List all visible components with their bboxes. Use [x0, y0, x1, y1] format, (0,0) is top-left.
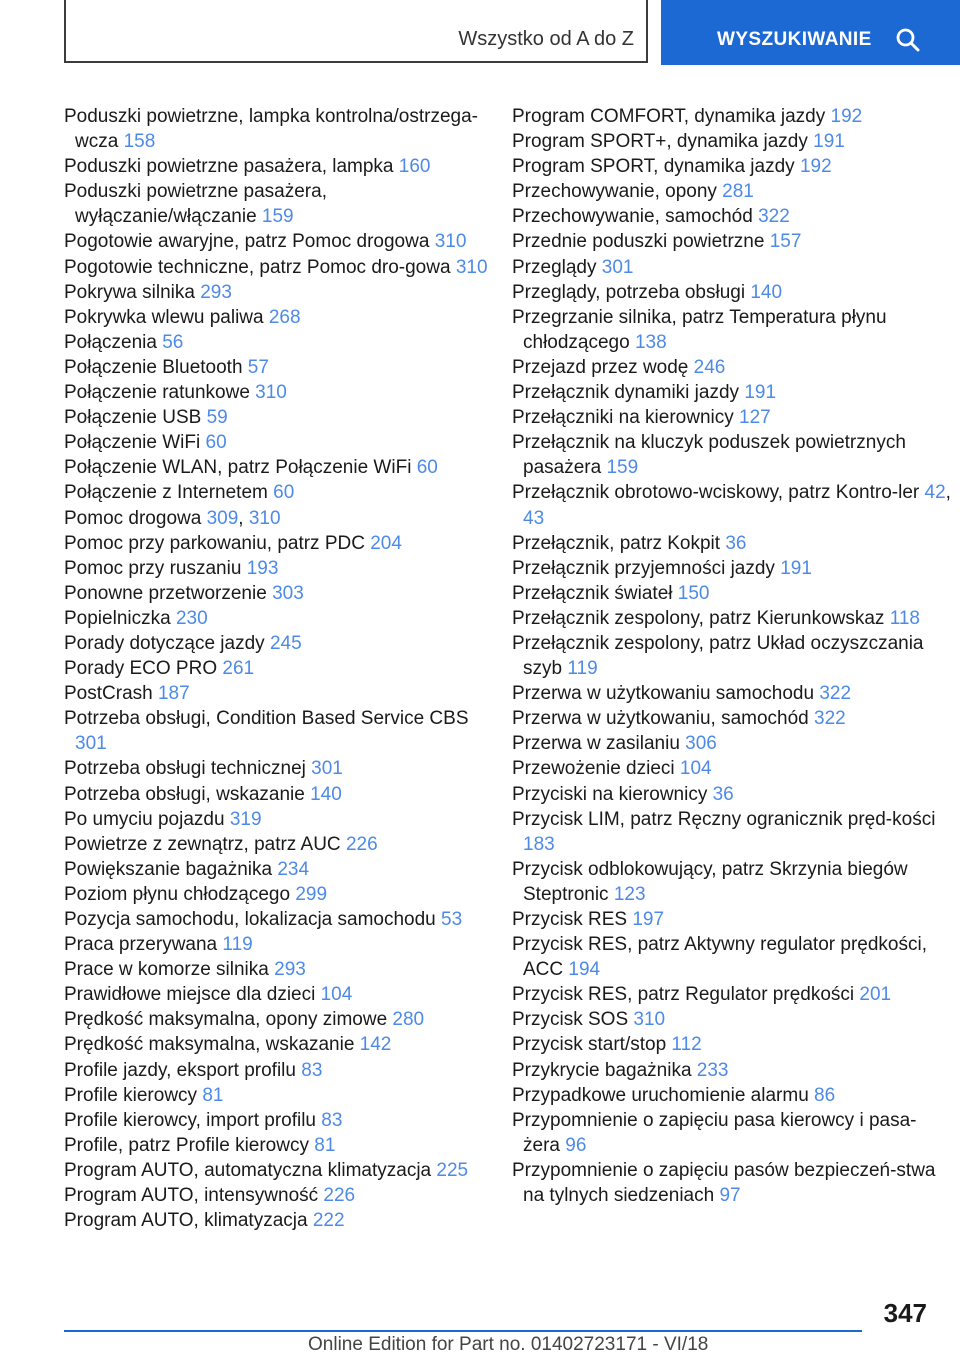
index-entry-term: Prędkość maksymalna, wskazanie [64, 1034, 360, 1056]
index-entry-term: Przełącznik zespolony, patrz Układ oczyszczania szyb [512, 632, 924, 680]
page-reference-link[interactable]: 183 [523, 833, 555, 855]
index-entry [64, 430, 504, 455]
index-entry-term: Przełącznik, patrz Kokpit [512, 532, 726, 554]
page-reference-link[interactable]: 96 [565, 1134, 587, 1156]
index-entry [512, 405, 952, 430]
page-reference-link[interactable]: 142 [359, 1034, 392, 1056]
index-entry [64, 681, 504, 706]
index-entry-term: Prędkość maksymalna, opony zimowe [64, 1009, 393, 1031]
page-reference-link[interactable]: 104 [679, 758, 712, 780]
page-reference-link[interactable]: 191 [780, 557, 812, 579]
index-entry-term: Przełącznik na kluczyk poduszek powietrznych pasażera [512, 432, 906, 479]
page-reference-link[interactable]: 36 [725, 532, 747, 554]
page-reference-link[interactable]: 310 [633, 1009, 666, 1031]
page-reference-link[interactable]: 97 [719, 1185, 741, 1207]
index-entry [64, 480, 504, 505]
index-entry [512, 581, 952, 606]
page-reference-link[interactable]: 123 [613, 883, 646, 905]
index-entry [64, 1208, 504, 1233]
page-reference-link[interactable]: 192 [799, 156, 832, 178]
tab-a-to-z[interactable] [64, 0, 648, 63]
index-entry-term: Przednie poduszki powietrzne [512, 231, 770, 253]
page-reference-link[interactable]: 118 [889, 607, 920, 629]
index-entry [64, 631, 504, 656]
index-entry-term: Przerwa w zasilaniu [512, 733, 686, 755]
page-reference-link[interactable]: 310 [455, 256, 488, 278]
index-entry-term: Praca przerywana [64, 934, 223, 956]
index-entry-term: Powiększanie bagażnika [64, 858, 278, 880]
page-reference-link[interactable]: 310 [255, 382, 287, 404]
index-entry [64, 1133, 504, 1158]
index-entry [64, 179, 504, 229]
index-entry [64, 1032, 504, 1057]
index-entry-term: Program AUTO, automatyczna klimatyzacja [64, 1159, 437, 1181]
index-entry-term: Porady ECO PRO [64, 658, 223, 680]
index-entry [64, 581, 504, 606]
page-reference-link[interactable]: 59 [206, 407, 228, 429]
index-entry-term: Połączenie z Internetem [64, 482, 274, 504]
index-entry [64, 255, 504, 280]
page-reference-link[interactable]: 322 [819, 683, 852, 705]
page-reference-link[interactable]: 119 [222, 934, 253, 956]
index-entry [64, 455, 504, 480]
index-entry [512, 807, 952, 857]
index-entry-term: Program SPORT+, dynamika jazdy [512, 131, 814, 153]
index-entry [64, 606, 504, 631]
index-entry-term: Przycisk SOS [512, 1009, 634, 1031]
page-reference-link[interactable]: 81 [314, 1134, 336, 1156]
page-reference-link[interactable]: 204 [370, 532, 402, 554]
index-entry-term: Profile kierowcy, import profilu [64, 1109, 322, 1131]
search-tab-label: WYSZUKIWANIE [717, 29, 872, 50]
search-icon [895, 27, 921, 53]
index-entry [512, 1058, 952, 1083]
page-reference-link[interactable]: 230 [175, 607, 208, 629]
index-entry [512, 706, 952, 731]
index-column-right [512, 104, 952, 1208]
page-reference-link[interactable]: 160 [398, 156, 431, 178]
index-entry [512, 255, 952, 280]
page-reference-link[interactable]: 281 [722, 181, 754, 203]
index-entry-term: Program SPORT, dynamika jazdy [512, 156, 800, 178]
index-entry-term: Przerwa w użytkowaniu samochodu [512, 683, 820, 705]
index-entry-term: Pogotowie techniczne, patrz Pomoc dro-gowa [64, 256, 456, 278]
page-reference-link[interactable]: 222 [312, 1210, 345, 1232]
index-entry-term: Porady dotyczące jazdy [64, 632, 270, 654]
index-entry-term: Przypomnienie o zapięciu pasów bezpieczeń-stwa na tylnych siedzeniach [512, 1159, 936, 1207]
page-reference-link[interactable]: 83 [301, 1059, 323, 1081]
page-reference-link[interactable]: 42 [924, 482, 946, 504]
index-entry-term: Przełącznik obrotowo-wciskowy, patrz Kontro-ler [512, 482, 925, 504]
index-entry [64, 782, 504, 807]
index-entry-term: Program COMFORT, dynamika jazdy [512, 106, 831, 127]
page-reference-link[interactable]: 127 [739, 407, 771, 429]
index-entry [64, 832, 504, 857]
page-reference-link[interactable]: 57 [247, 356, 269, 378]
index-entry-term: Przycisk odblokowujący, patrz Skrzynia biegów Steptronic [512, 858, 908, 905]
index-entry-term: Przełącznik zespolony, patrz Kierunkowskaz [512, 607, 890, 629]
page-reference-link[interactable]: 53 [441, 909, 463, 930]
page-reference-link[interactable]: 192 [830, 106, 863, 127]
index-entry [512, 104, 952, 129]
page-reference-link[interactable]: 234 [277, 858, 310, 880]
index-entry [64, 405, 504, 430]
search-tab[interactable] [661, 0, 960, 65]
index-entry [64, 1007, 504, 1032]
index-entry [64, 656, 504, 681]
index-entry [512, 531, 952, 556]
index-entry [512, 857, 952, 907]
index-entry [64, 380, 504, 405]
index-entry-term: Po umyciu pojazdu [64, 808, 230, 830]
page-reference-link[interactable]: 60 [416, 457, 438, 479]
page-reference-link[interactable]: 303 [272, 582, 304, 604]
index-entry-term: Prawidłowe miejsce dla dzieci [64, 984, 321, 1006]
index-entry [512, 556, 952, 581]
index-entry [64, 305, 504, 330]
index-entry [512, 782, 952, 807]
top-navigation [0, 0, 960, 68]
index-entry [64, 1058, 504, 1083]
index-entry-term: Przejazd przez wodę [512, 356, 694, 378]
page-reference-link[interactable]: 201 [859, 984, 892, 1006]
page-reference-link[interactable]: 306 [685, 733, 717, 755]
index-entry [64, 280, 504, 305]
index-entry [64, 957, 504, 982]
index-entry-term: Przeglądy, potrzeba obsługi [512, 281, 751, 303]
index-entry-term: Przycisk RES [512, 909, 633, 930]
index-entry-term: Połączenie Bluetooth [64, 356, 248, 378]
tab-a-to-z-label: Wszystko od A do Z [458, 28, 634, 50]
index-entry-term: Potrzeba obsługi, Condition Based Service CBS [64, 708, 469, 730]
page-reference-link[interactable]: 60 [273, 482, 295, 504]
index-entry-term: Połączenie WiFi [64, 432, 206, 454]
index-entry [64, 982, 504, 1007]
index-entry-term: Powietrze z zewnątrz, patrz AUC [64, 833, 346, 855]
page-reference-link[interactable]: 193 [246, 557, 279, 579]
index-entry [512, 280, 952, 305]
page-reference-link[interactable]: 140 [750, 281, 783, 303]
index-entry-term: Poduszki powietrzne, lampka kontrolna/ostrzega-wcza [64, 106, 478, 153]
index-entry-term: Przyciski na kierownicy [512, 783, 713, 805]
page-reference-link[interactable]: 83 [321, 1109, 343, 1131]
index-entry-term: Poduszki powietrzne pasażera, lampka [64, 156, 399, 178]
page-reference-link[interactable]: 280 [392, 1009, 425, 1031]
page-reference-link[interactable]: 112 [671, 1034, 702, 1056]
page-reference-link[interactable]: 43 [523, 507, 545, 529]
index-entry-term: Profile jazdy, eksport profilu [64, 1059, 302, 1081]
index-entry [64, 882, 504, 907]
index-entry [512, 731, 952, 756]
index-entry [64, 932, 504, 957]
index-entry [64, 355, 504, 380]
page-reference-link[interactable]: 159 [606, 457, 639, 479]
index-entry-term: Połączenie WLAN, patrz Połączenie WiFi [64, 457, 417, 479]
index-entry-term: Pomoc przy ruszaniu [64, 557, 247, 579]
page-reference-link[interactable]: 81 [202, 1084, 224, 1106]
edition-footer: Online Edition for Part no. 01402723171 - VI/18 [308, 1334, 709, 1355]
index-entry-term: Pomoc przy parkowaniu, patrz PDC [64, 532, 371, 554]
page-reference-link[interactable]: 310 [434, 231, 467, 253]
index-entry-term: Przełącznik przyjemności jazdy [512, 557, 781, 579]
index-entry [64, 104, 504, 154]
page-reference-link[interactable]: 233 [696, 1059, 729, 1081]
index-entry [64, 706, 504, 756]
page-reference-link[interactable]: 197 [632, 909, 665, 930]
page-reference-link[interactable]: 322 [814, 708, 846, 730]
page-reference-link[interactable]: 268 [268, 306, 301, 328]
page-reference-link[interactable]: 191 [813, 131, 845, 153]
index-entry [512, 154, 952, 179]
page-reference-link[interactable]: 56 [162, 331, 184, 353]
page-reference-link[interactable]: 310 [248, 507, 281, 529]
page-reference-link[interactable]: 319 [229, 808, 262, 830]
index-entry-term: Przełącznik dynamiki jazdy [512, 382, 745, 404]
index-entry [512, 430, 952, 480]
index-entry-term: Przycisk start/stop [512, 1034, 672, 1056]
index-entry [512, 179, 952, 204]
page-reference-link[interactable]: 191 [744, 382, 777, 404]
index-entry-term: Przycisk LIM, patrz Ręczny ogranicznik pręd-kości [512, 808, 936, 830]
index-entry [512, 1083, 952, 1108]
index-entry-term: Potrzeba obsługi, wskazanie [64, 783, 311, 805]
index-entry-term: Poziom płynu chłodzącego [64, 883, 296, 905]
index-entry [512, 982, 952, 1007]
page-reference-link[interactable]: 309 [206, 507, 239, 529]
index-entry-term: Przeglądy [512, 256, 602, 278]
page-reference-link[interactable]: 293 [274, 959, 306, 981]
index-entry [64, 1183, 504, 1208]
page-reference-link[interactable]: 245 [269, 632, 302, 654]
index-entry [512, 480, 952, 530]
page-reference-separator: , [238, 507, 249, 529]
index-entry-term: Przycisk RES, patrz Aktywny regulator prędkości, ACC [512, 934, 927, 981]
page-reference-link[interactable]: 36 [712, 783, 734, 805]
index-entry [512, 1158, 952, 1208]
index-entry [64, 807, 504, 832]
index-entry [64, 556, 504, 581]
page-number: 347 [883, 1298, 927, 1328]
index-entry-term: Przegrzanie silnika, patrz Temperatura płynu chłodzącego [512, 306, 887, 353]
index-entry [512, 380, 952, 405]
index-entry [512, 1108, 952, 1158]
index-entry [64, 756, 504, 781]
index-entry-term: Program AUTO, intensywność [64, 1185, 324, 1207]
page-reference-separator: , [945, 482, 951, 504]
index-entry-term: Przypadkowe uruchomienie alarmu [512, 1084, 815, 1106]
page-reference-link[interactable]: 226 [345, 833, 378, 855]
index-entry [64, 857, 504, 882]
index-entry-term: Przewożenie dzieci [512, 758, 680, 780]
index-entry-term: Przełącznik świateł [512, 582, 678, 604]
index-entry-term: Przypomnienie o zapięciu pasa kierowcy i pasa-żera [512, 1109, 917, 1156]
index-entry [64, 154, 504, 179]
index-entry-term: Pogotowie awaryjne, patrz Pomoc drogowa [64, 231, 435, 253]
index-entry [512, 305, 952, 355]
page-reference-link[interactable]: 293 [200, 281, 232, 303]
page-reference-link[interactable]: 140 [310, 783, 342, 805]
index-entry [512, 681, 952, 706]
index-entry-term: Prace w komorze silnika [64, 959, 275, 981]
index-entry [512, 606, 952, 631]
index-entry-term: Połączenie ratunkowe [64, 382, 256, 404]
index-entry [64, 1083, 504, 1108]
page-reference-link[interactable]: 261 [222, 658, 255, 680]
page-reference-link[interactable]: 138 [634, 331, 667, 353]
index-entry [512, 1007, 952, 1032]
index-entry-term: Potrzeba obsługi technicznej [64, 758, 312, 780]
index-entry-term: Przełączniki na kierownicy [512, 407, 740, 429]
index-entry-term: Profile kierowcy [64, 1084, 203, 1106]
index-entry-term: Ponowne przetworzenie [64, 582, 273, 604]
index-entry [512, 907, 952, 932]
index-entry-term: Połączenie USB [64, 407, 207, 429]
index-entry [512, 355, 952, 380]
page-reference-link[interactable]: 322 [758, 206, 790, 228]
footer-divider [64, 1330, 862, 1332]
page-reference-link[interactable]: 150 [677, 582, 710, 604]
page-reference-link[interactable]: 104 [320, 984, 353, 1006]
index-entry-term: Przechowywanie, opony [512, 181, 723, 203]
index-entry-term: Pokrywa silnika [64, 281, 201, 303]
index-entry [512, 756, 952, 781]
page-reference-link[interactable]: 194 [568, 959, 601, 981]
index-entry-term: Przerwa w użytkowaniu, samochód [512, 708, 815, 730]
index-entry-term: Poduszki powietrzne pasażera, wyłączanie/włączanie [64, 181, 327, 228]
index-entry [64, 1158, 504, 1183]
page-reference-link[interactable]: 158 [123, 131, 156, 153]
index-entry-term: Pomoc drogowa [64, 507, 207, 529]
index-entry-term: Pozycja samochodu, lokalizacja samochodu [64, 909, 442, 930]
page-reference-link[interactable]: 159 [261, 206, 294, 228]
index-entry [512, 229, 952, 254]
index-entry-term: Przykrycie bagażnika [512, 1059, 697, 1081]
index-entry [512, 1032, 952, 1057]
index-entry [512, 204, 952, 229]
index-entry [512, 129, 952, 154]
page-reference-link[interactable]: 225 [436, 1159, 469, 1181]
index-entry-term: Profile, patrz Profile kierowcy [64, 1134, 315, 1156]
index-entry [64, 1108, 504, 1133]
page-reference-link[interactable]: 187 [157, 683, 190, 705]
index-entry-term: Pokrywka wlewu paliwa [64, 306, 269, 328]
index-entry [64, 531, 504, 556]
index-column-left [64, 104, 504, 1233]
page-reference-link[interactable]: 119 [567, 658, 598, 680]
page-reference-link[interactable]: 301 [601, 256, 634, 278]
index-entry-term: Przycisk RES, patrz Regulator prędkości [512, 984, 860, 1006]
index-entry-term: Połączenia [64, 331, 163, 353]
index-entry [64, 229, 504, 254]
index-entry-term: Przechowywanie, samochód [512, 206, 759, 228]
index-entry [64, 330, 504, 355]
page-reference-link[interactable]: 226 [323, 1185, 356, 1207]
index-entry [512, 932, 952, 982]
index-entry-term: Program AUTO, klimatyzacja [64, 1210, 313, 1232]
index-entry [64, 506, 504, 531]
index-entry [64, 907, 504, 932]
page-reference-link[interactable]: 246 [693, 356, 726, 378]
index-entry-term: PostCrash [64, 683, 158, 705]
page-reference-link[interactable]: 60 [205, 432, 227, 454]
index-entry [512, 631, 952, 681]
page-reference-link[interactable]: 157 [769, 231, 802, 253]
page-reference-link[interactable]: 86 [814, 1084, 836, 1106]
page-reference-link[interactable]: 301 [75, 733, 107, 755]
page-reference-link[interactable]: 299 [295, 883, 328, 905]
page-reference-link[interactable]: 301 [311, 758, 343, 780]
index-entry-term: Popielniczka [64, 607, 176, 629]
